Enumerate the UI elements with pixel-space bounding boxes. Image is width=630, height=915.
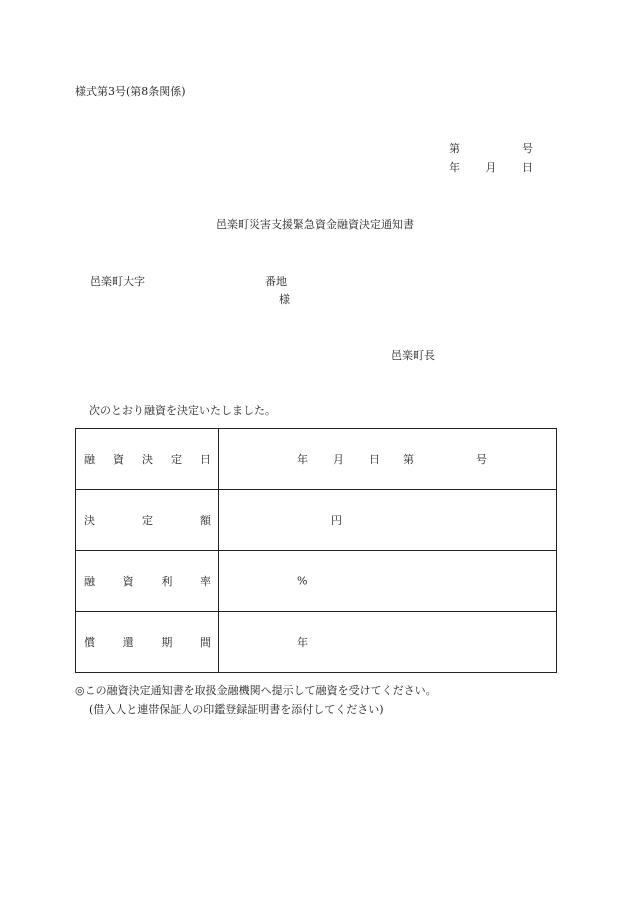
note-instruction: ◎この融資決定通知書を取扱金融機関へ提示して融資を受けてください。	[75, 684, 437, 697]
row-label	[76, 429, 219, 490]
number-prefix: 第	[449, 142, 460, 155]
addressee-honorific: 様	[279, 293, 290, 306]
row-value	[219, 490, 557, 551]
table-row-amount	[76, 490, 557, 551]
document-title: 邑楽町災害支援緊急資金融資決定通知書	[216, 218, 414, 231]
date-day: 日	[522, 161, 533, 174]
intro-text: 次のとおり融資を決定いたしました。	[89, 404, 276, 417]
value-yen-unit: 円	[331, 514, 342, 527]
value-percent-unit: %	[297, 574, 308, 588]
label-char: 間	[199, 636, 211, 649]
label-char: 額	[200, 514, 211, 527]
label-char: 定	[171, 453, 182, 466]
form-number-label: 様式第3号(第8条関係)	[75, 85, 186, 98]
label-char: 融	[84, 453, 95, 466]
row-label	[76, 551, 219, 612]
label-char: 還	[122, 636, 134, 649]
date-year: 年	[449, 161, 460, 174]
value-year-unit: 年	[297, 636, 308, 649]
date-month: 月	[485, 161, 497, 174]
row-label	[76, 490, 219, 551]
row-label	[76, 612, 219, 673]
loan-details-table	[75, 428, 557, 673]
label-char: 率	[199, 575, 211, 588]
label-char: 日	[200, 453, 211, 466]
value-month: 月	[333, 453, 344, 466]
label-char: 決	[84, 514, 95, 527]
note-attachment: (借入人と連帯保証人の印鑑登録証明書を添付してください)	[89, 703, 384, 716]
table-row-decision-date	[76, 429, 557, 490]
label-char: 償	[84, 636, 95, 649]
label-char: 定	[142, 514, 153, 527]
addressee-address: 邑楽町大字	[90, 275, 145, 288]
table-row-repayment-period	[76, 612, 557, 673]
row-value	[219, 429, 557, 490]
number-suffix: 号	[522, 142, 533, 155]
table-row-interest-rate	[76, 551, 557, 612]
value-number-prefix: 第	[403, 453, 414, 466]
document-number-line	[449, 143, 533, 154]
row-value	[219, 612, 557, 673]
value-year: 年	[297, 453, 308, 466]
label-char: 期	[161, 636, 173, 649]
issuer-name: 邑楽町長	[391, 349, 435, 362]
label-char: 利	[161, 575, 173, 588]
label-char: 融	[84, 575, 95, 588]
label-char: 資	[113, 453, 124, 466]
label-char: 資	[122, 575, 134, 588]
addressee-banchi: 番地	[265, 275, 287, 288]
label-char: 決	[142, 453, 153, 466]
value-day: 日	[369, 453, 380, 466]
issue-date-line	[449, 162, 533, 173]
row-value	[219, 551, 557, 612]
value-number-suffix: 号	[476, 453, 487, 466]
